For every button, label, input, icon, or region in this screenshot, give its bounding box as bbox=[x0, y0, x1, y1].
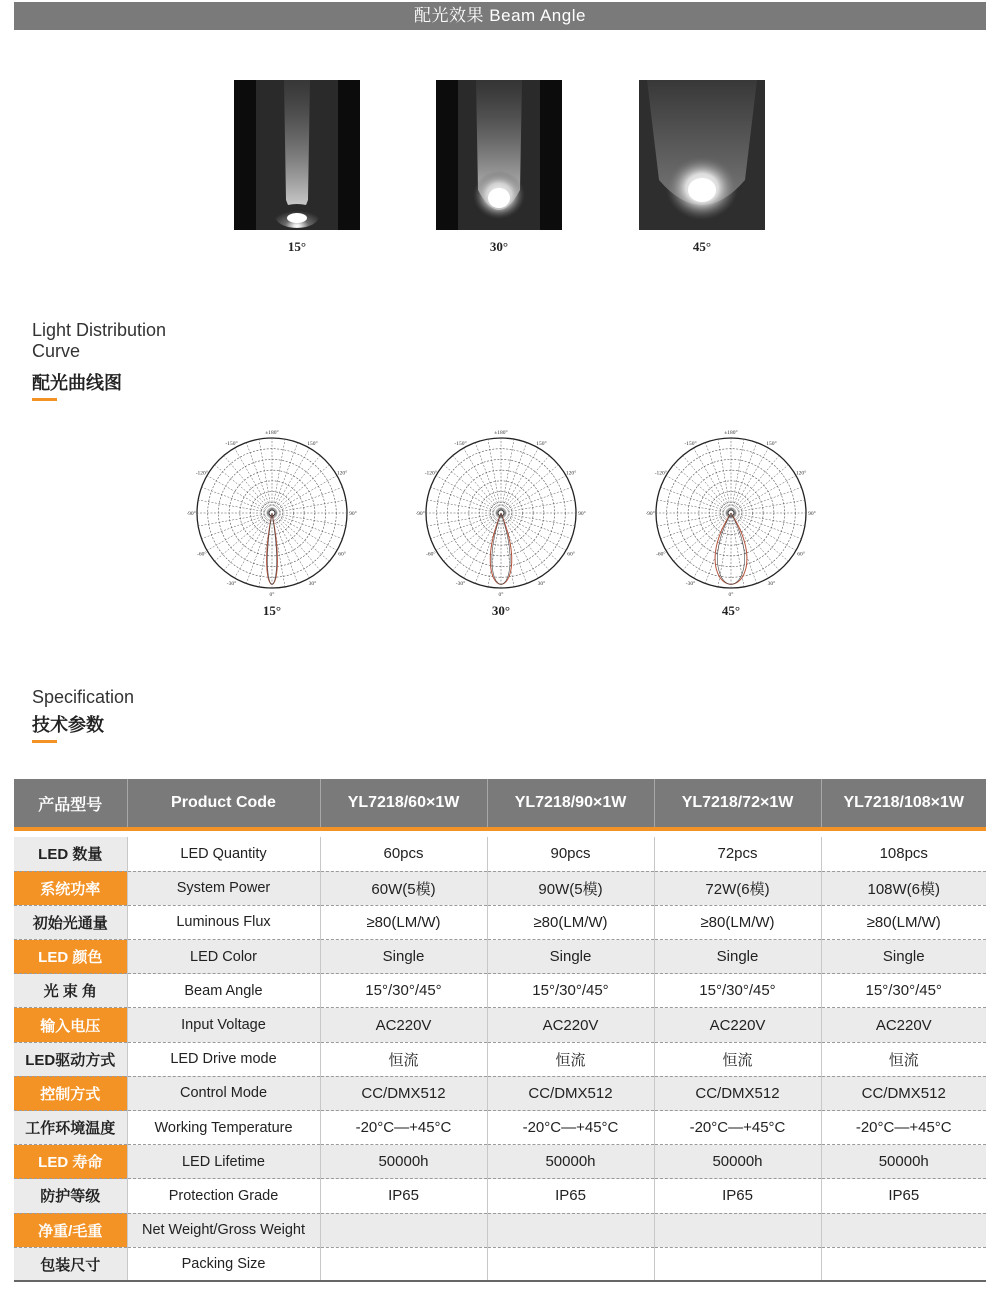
row-value: 15°/30°/45° bbox=[487, 974, 654, 1008]
beam-photo-30 bbox=[436, 80, 562, 230]
row-label-cn: 工作环境温度 bbox=[14, 1111, 127, 1145]
polar-angle-label: -90° bbox=[187, 511, 196, 517]
header-model-72: YL7218/72×1W bbox=[654, 779, 821, 829]
row-value: 恒流 bbox=[320, 1042, 487, 1076]
polar-angle-label: ±180° bbox=[724, 430, 738, 436]
table-row bbox=[14, 1145, 986, 1179]
row-value: Single bbox=[320, 940, 487, 974]
row-label-en: Control Mode bbox=[127, 1076, 320, 1110]
row-value: ≥80(LM/W) bbox=[487, 905, 654, 939]
table-row bbox=[14, 1179, 986, 1213]
beam-angle-banner: 配光效果 Beam Angle bbox=[14, 2, 986, 30]
row-value: 50000h bbox=[821, 1145, 986, 1179]
row-value: 50000h bbox=[487, 1145, 654, 1179]
polar-caption-15: 15° bbox=[262, 603, 282, 618]
row-value: AC220V bbox=[821, 1008, 986, 1042]
table-row bbox=[14, 1008, 986, 1042]
row-label-en: Luminous Flux bbox=[127, 905, 320, 939]
polar-angle-label: 90° bbox=[808, 511, 816, 517]
polar-angle-label: -60° bbox=[656, 551, 666, 558]
beam-caption-30: 30° bbox=[489, 239, 509, 254]
row-value: 15°/30°/45° bbox=[821, 974, 986, 1008]
beam-glow-15 bbox=[234, 80, 360, 230]
row-value: AC220V bbox=[654, 1008, 821, 1042]
table-row bbox=[14, 974, 986, 1008]
polar-angle-label: 90° bbox=[349, 511, 357, 517]
row-value: 恒流 bbox=[654, 1042, 821, 1076]
row-value: IP65 bbox=[821, 1179, 986, 1213]
beam-caption-15: 15° bbox=[287, 239, 307, 254]
row-label-en: Working Temperature bbox=[127, 1111, 320, 1145]
polar-angle-label: ±180° bbox=[265, 430, 279, 436]
row-value: 50000h bbox=[320, 1145, 487, 1179]
polar-angle-label: -30° bbox=[226, 581, 237, 588]
polar-angle-label: -60° bbox=[426, 551, 436, 558]
row-label-cn: LED驱动方式 bbox=[14, 1042, 127, 1076]
polar-angle-label: 30° bbox=[537, 581, 546, 588]
polar-angle-label: 150° bbox=[307, 440, 318, 447]
polar-angle-label: -120° bbox=[195, 470, 208, 477]
table-row bbox=[14, 871, 986, 905]
polar-angle-label: 30° bbox=[308, 581, 317, 588]
row-value: 108W(6模) bbox=[821, 871, 986, 905]
polar-angle-label: 90° bbox=[578, 511, 586, 517]
header-model-90: YL7218/90×1W bbox=[487, 779, 654, 829]
row-value: 60pcs bbox=[320, 837, 487, 871]
row-label-cn: LED 寿命 bbox=[14, 1145, 127, 1179]
row-label-cn: 光 束 角 bbox=[14, 974, 127, 1008]
polar-angle-label: 120° bbox=[336, 470, 348, 477]
table-row bbox=[14, 940, 986, 974]
row-value: 15°/30°/45° bbox=[654, 974, 821, 1008]
polar-angle-label: -150° bbox=[225, 440, 238, 447]
row-label-cn: 净重/毛重 bbox=[14, 1213, 127, 1247]
beam-glow-45 bbox=[639, 80, 765, 230]
beam-glow-30 bbox=[436, 80, 562, 230]
row-label-en: Packing Size bbox=[127, 1247, 320, 1281]
row-value bbox=[320, 1213, 487, 1247]
row-label-en: LED Color bbox=[127, 940, 320, 974]
row-label-cn: LED 数量 bbox=[14, 837, 127, 871]
polar-angle-label: -90° bbox=[646, 511, 655, 517]
section-accent-bar bbox=[32, 398, 57, 401]
polar-angle-label: -120° bbox=[654, 470, 667, 477]
polar-curve-30 bbox=[416, 425, 586, 600]
polar-diagram-30 bbox=[416, 425, 586, 600]
row-value: -20°C—+45°C bbox=[821, 1111, 986, 1145]
row-value: ≥80(LM/W) bbox=[320, 905, 487, 939]
polar-angle-label: 120° bbox=[565, 470, 577, 477]
row-value bbox=[320, 1247, 487, 1281]
polar-angle-label: 0° bbox=[498, 592, 504, 598]
row-label-cn: 输入电压 bbox=[14, 1008, 127, 1042]
light-distribution-title-cn: 配光曲线图 bbox=[32, 373, 122, 393]
row-value: AC220V bbox=[487, 1008, 654, 1042]
header-model-108: YL7218/108×1W bbox=[821, 779, 986, 829]
polar-angle-label: -90° bbox=[416, 511, 425, 517]
polar-angle-label: -60° bbox=[197, 551, 207, 558]
table-row bbox=[14, 837, 986, 871]
row-value: CC/DMX512 bbox=[654, 1076, 821, 1110]
row-value: -20°C—+45°C bbox=[320, 1111, 487, 1145]
row-value: CC/DMX512 bbox=[487, 1076, 654, 1110]
polar-angle-label: 60° bbox=[338, 551, 346, 558]
polar-angle-label: 150° bbox=[766, 440, 777, 447]
row-label-en: Net Weight/Gross Weight bbox=[127, 1213, 320, 1247]
beam-photo-15 bbox=[234, 80, 360, 230]
polar-angle-label: -30° bbox=[685, 581, 696, 588]
row-label-cn: 系统功率 bbox=[14, 871, 127, 905]
row-value: 90W(5模) bbox=[487, 871, 654, 905]
polar-angle-label: 150° bbox=[536, 440, 547, 447]
row-value bbox=[487, 1213, 654, 1247]
row-value: 72pcs bbox=[654, 837, 821, 871]
row-value: -20°C—+45°C bbox=[487, 1111, 654, 1145]
polar-curve-15 bbox=[187, 425, 357, 600]
row-value: CC/DMX512 bbox=[320, 1076, 487, 1110]
row-value: Single bbox=[821, 940, 986, 974]
spec-header-row bbox=[14, 779, 986, 829]
table-row bbox=[14, 1042, 986, 1076]
row-value bbox=[654, 1213, 821, 1247]
row-label-en: Beam Angle bbox=[127, 974, 320, 1008]
row-label-en: LED Drive mode bbox=[127, 1042, 320, 1076]
row-value: -20°C—+45°C bbox=[654, 1111, 821, 1145]
polar-angle-label: 120° bbox=[795, 470, 807, 477]
row-label-cn: 防护等级 bbox=[14, 1179, 127, 1213]
light-distribution-title-en: Light Distribution Curve bbox=[32, 320, 167, 361]
row-label-en: LED Lifetime bbox=[127, 1145, 320, 1179]
section-accent-bar bbox=[32, 740, 57, 743]
row-value: 108pcs bbox=[821, 837, 986, 871]
row-label-en: System Power bbox=[127, 871, 320, 905]
row-value: IP65 bbox=[487, 1179, 654, 1213]
polar-angle-label: 60° bbox=[567, 551, 575, 558]
beam-photo-45 bbox=[639, 80, 765, 230]
row-value bbox=[821, 1213, 986, 1247]
polar-angle-label: -150° bbox=[454, 440, 467, 447]
row-value: IP65 bbox=[320, 1179, 487, 1213]
polar-angle-label: -150° bbox=[684, 440, 697, 447]
table-row bbox=[14, 1247, 986, 1281]
row-value: 恒流 bbox=[487, 1042, 654, 1076]
polar-angle-label: 0° bbox=[728, 592, 734, 598]
row-value: CC/DMX512 bbox=[821, 1076, 986, 1110]
row-value: 15°/30°/45° bbox=[320, 974, 487, 1008]
row-label-cn: 初始光通量 bbox=[14, 905, 127, 939]
row-value: 90pcs bbox=[487, 837, 654, 871]
row-value bbox=[654, 1247, 821, 1281]
row-label-cn: LED 颜色 bbox=[14, 940, 127, 974]
beam-caption-45: 45° bbox=[692, 239, 712, 254]
polar-diagram-45 bbox=[646, 425, 816, 600]
polar-caption-45: 45° bbox=[721, 603, 741, 618]
polar-angle-label: 0° bbox=[269, 592, 275, 598]
row-label-en: Protection Grade bbox=[127, 1179, 320, 1213]
polar-angle-label: 60° bbox=[797, 551, 805, 558]
row-value: 恒流 bbox=[821, 1042, 986, 1076]
row-value bbox=[821, 1247, 986, 1281]
polar-angle-label: -30° bbox=[455, 581, 466, 588]
row-value: ≥80(LM/W) bbox=[821, 905, 986, 939]
header-model-cn: 产品型号 bbox=[14, 779, 127, 829]
table-row bbox=[14, 1111, 986, 1145]
polar-caption-30: 30° bbox=[491, 603, 511, 618]
row-value: 72W(6模) bbox=[654, 871, 821, 905]
header-product-code: Product Code bbox=[127, 779, 320, 829]
polar-diagram-15 bbox=[187, 425, 357, 600]
specification-title-en: Specification bbox=[32, 687, 135, 707]
row-value bbox=[487, 1247, 654, 1281]
row-label-cn: 包装尺寸 bbox=[14, 1247, 127, 1281]
polar-curve-45 bbox=[646, 425, 816, 600]
polar-angle-label: 30° bbox=[767, 581, 776, 588]
row-value: Single bbox=[487, 940, 654, 974]
table-row bbox=[14, 905, 986, 939]
header-model-60: YL7218/60×1W bbox=[320, 779, 487, 829]
row-value: 60W(5模) bbox=[320, 871, 487, 905]
row-label-en: Input Voltage bbox=[127, 1008, 320, 1042]
table-row bbox=[14, 1213, 986, 1247]
row-label-en: LED Quantity bbox=[127, 837, 320, 871]
polar-angle-label: -120° bbox=[424, 470, 437, 477]
spec-table bbox=[14, 779, 986, 1282]
row-value: ≥80(LM/W) bbox=[654, 905, 821, 939]
polar-angle-label: ±180° bbox=[494, 430, 508, 436]
row-value: IP65 bbox=[654, 1179, 821, 1213]
table-row bbox=[14, 1076, 986, 1110]
row-value: 50000h bbox=[654, 1145, 821, 1179]
specification-title-cn: 技术参数 bbox=[32, 715, 104, 735]
row-value: Single bbox=[654, 940, 821, 974]
row-value: AC220V bbox=[320, 1008, 487, 1042]
row-label-cn: 控制方式 bbox=[14, 1076, 127, 1110]
